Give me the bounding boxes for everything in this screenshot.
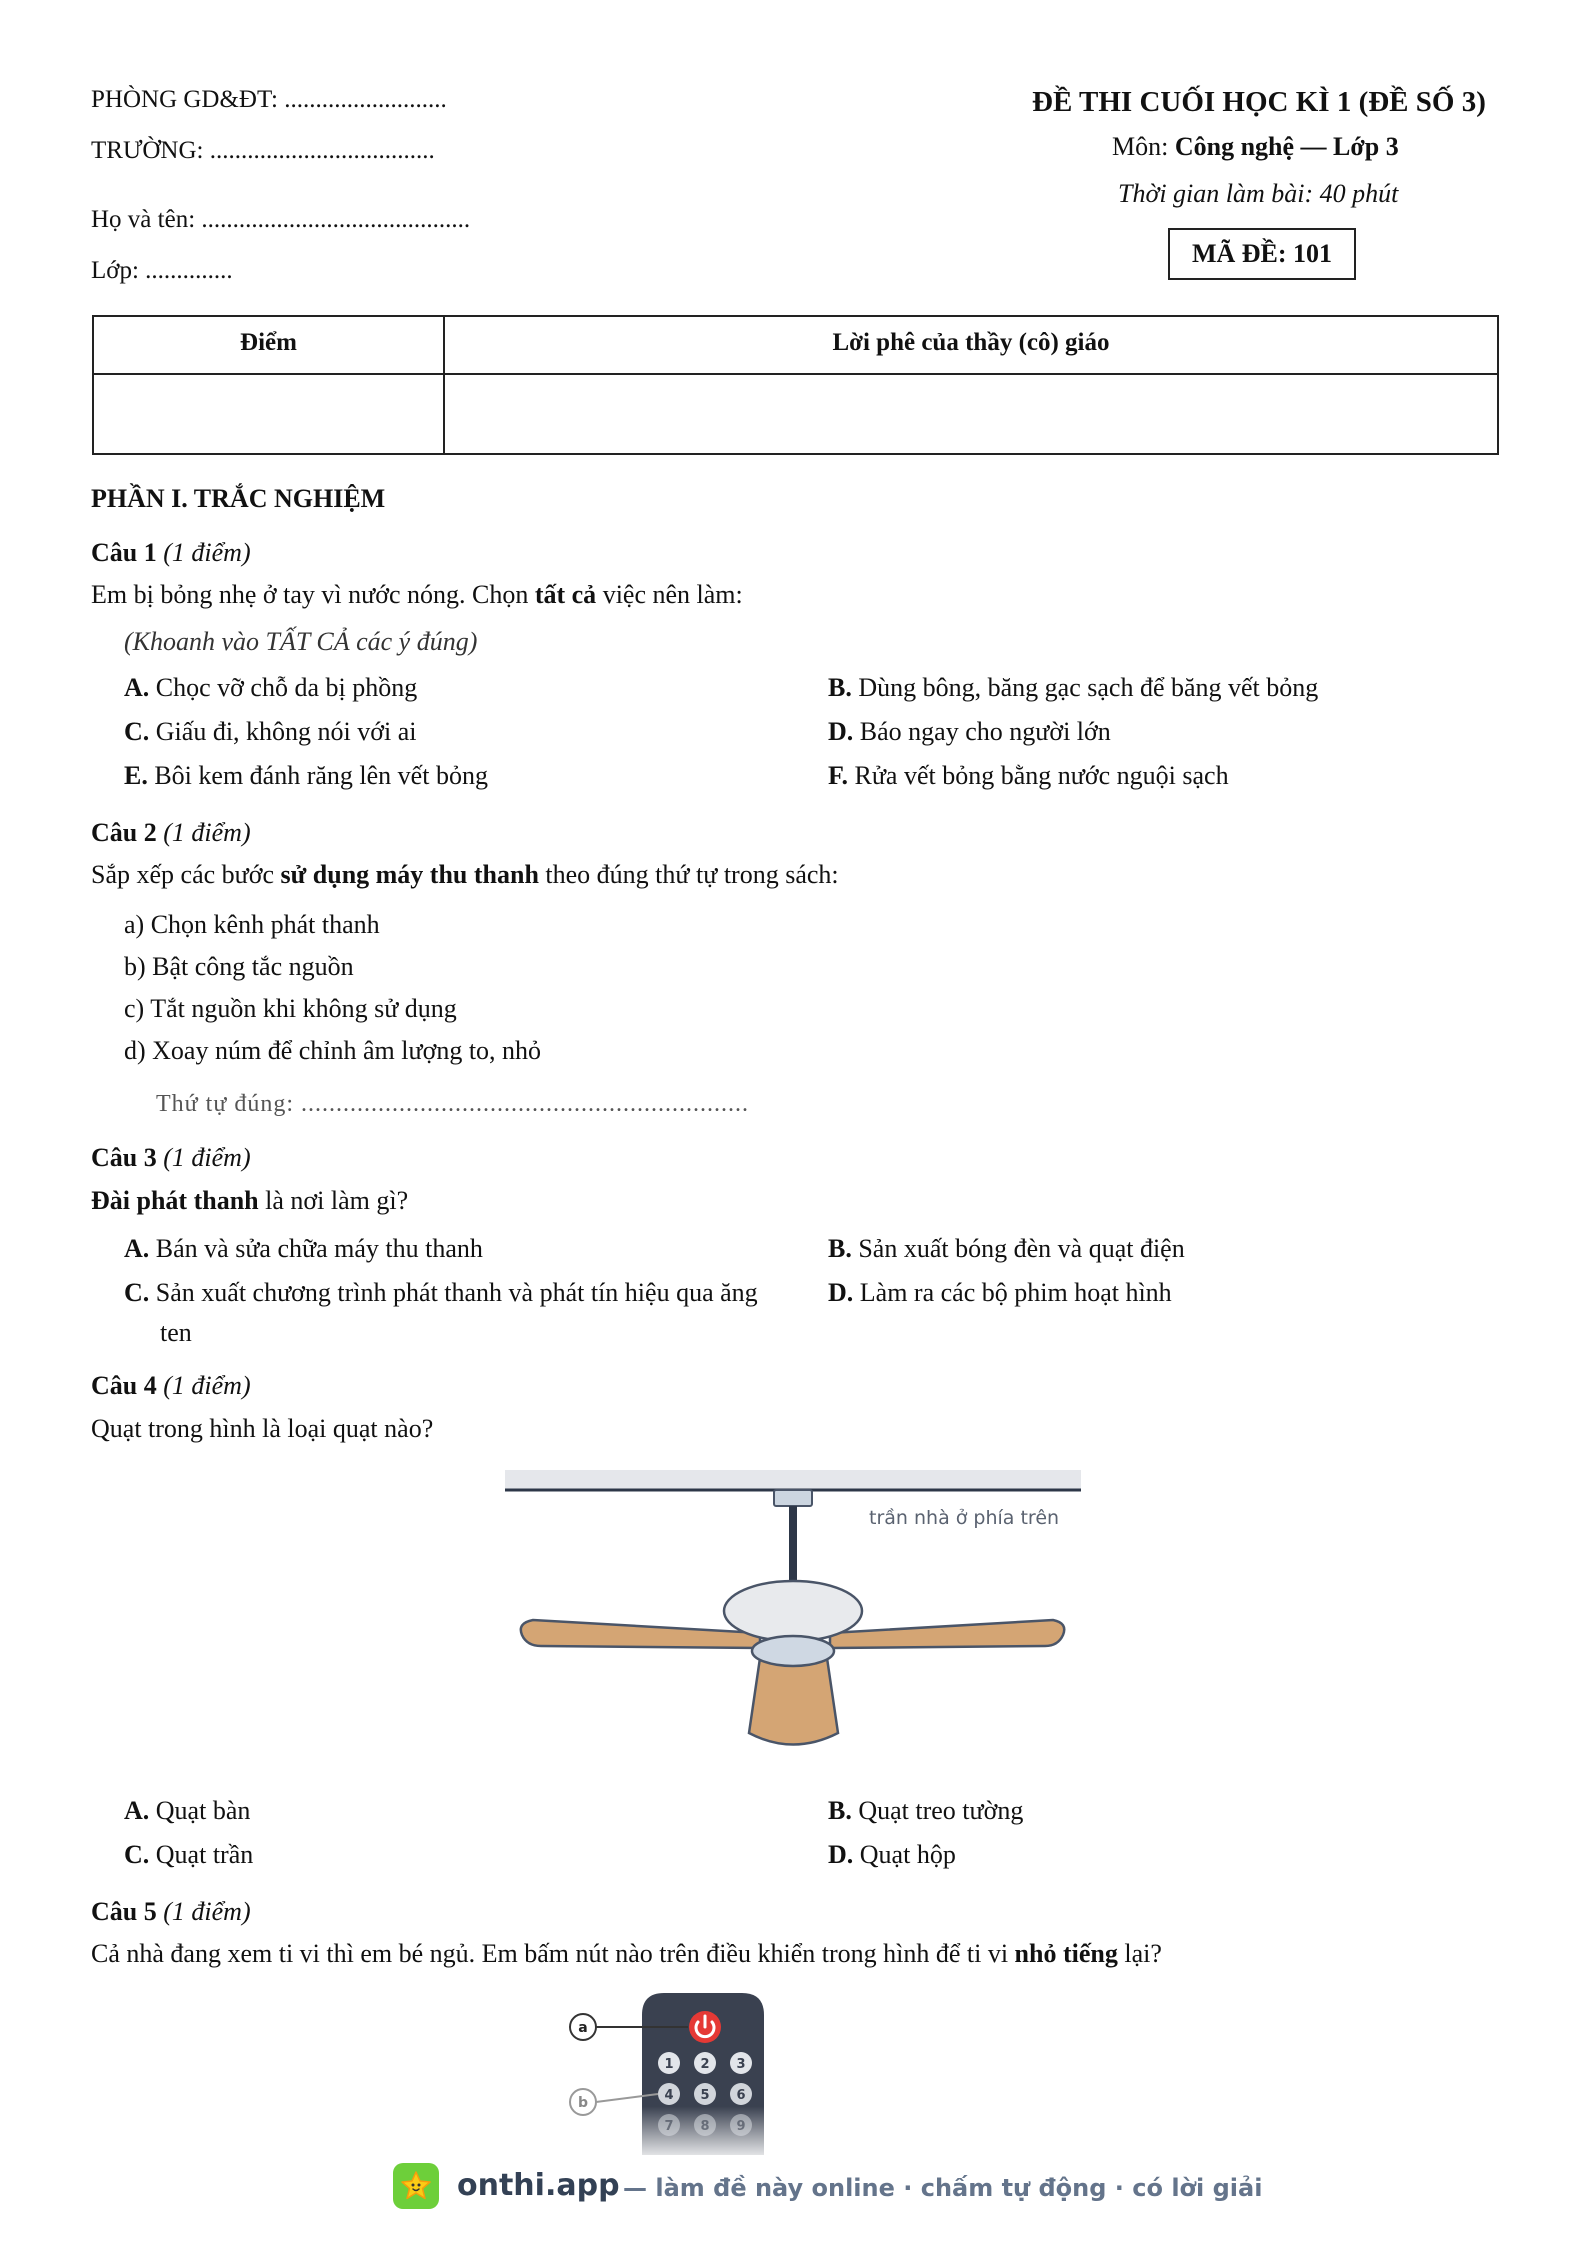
option-letter: B. xyxy=(828,673,852,702)
number-button-label: 4 xyxy=(664,2088,674,2103)
number-button-label: 1 xyxy=(664,2057,674,2072)
option-text: Làm ra các bộ phim hoạt hình xyxy=(859,1278,1172,1307)
student-name-line: Họ và tên: ........................................... xyxy=(91,206,471,233)
option-text: Dùng bông, băng gạc sạch để băng vết bỏng xyxy=(858,673,1319,702)
question-5-stem xyxy=(91,1938,1162,1971)
question-points: (1 điểm) xyxy=(163,1143,251,1172)
question-points: (1 điểm) xyxy=(163,1897,251,1926)
question-4-heading xyxy=(91,1370,251,1403)
question-points: (1 điểm) xyxy=(163,1371,251,1400)
stem-text: việc nên làm: xyxy=(596,580,743,609)
option-letter: D. xyxy=(828,717,854,746)
exam-title: ĐỀ THI CUỐI HỌC KÌ 1 (ĐỀ SỐ 3) xyxy=(1032,86,1486,118)
option-letter: D. xyxy=(828,1278,854,1307)
score-header: Điểm xyxy=(240,329,297,356)
ceiling-fan-illustration xyxy=(505,1468,1085,1758)
number-button-label: 8 xyxy=(700,2119,710,2134)
option-letter: A. xyxy=(124,1234,150,1263)
option-text: Rửa vết bỏng bằng nước nguội sạch xyxy=(854,761,1229,790)
q1-option-f[interactable] xyxy=(828,760,1229,793)
subject-name: Công nghệ — Lớp 3 xyxy=(1174,132,1399,161)
option-letter: A. xyxy=(124,673,150,702)
q1-option-c[interactable] xyxy=(124,716,417,749)
question-2-stem xyxy=(91,859,839,892)
option-text: Giấu đi, không nói với ai xyxy=(155,717,417,746)
q3-option-c-wrap: ten xyxy=(160,1318,192,1347)
number-button-label: 6 xyxy=(736,2088,746,2103)
school-line: TRƯỜNG: .................................... xyxy=(91,137,435,164)
q1-option-b[interactable] xyxy=(828,672,1318,705)
section-title: PHẦN I. TRẮC NGHIỆM xyxy=(91,484,386,513)
q2-step: c) Tắt nguồn khi không sử dụng xyxy=(124,994,457,1023)
question-label: Câu 5 xyxy=(91,1897,157,1926)
subject-line xyxy=(1112,131,1399,164)
option-text: Sản xuất chương trình phát thanh và phát tín hiệu qua ăng xyxy=(155,1278,758,1307)
q1-option-a[interactable] xyxy=(124,672,417,705)
question-5-heading xyxy=(91,1896,251,1929)
q3-option-b[interactable] xyxy=(828,1233,1185,1266)
option-letter: B. xyxy=(828,1234,852,1263)
class-line: Lớp: .............. xyxy=(91,257,233,284)
table-divider xyxy=(94,373,1497,375)
teacher-comment-header: Lời phê của thầy (cô) giáo xyxy=(832,329,1110,356)
q4-option-c[interactable] xyxy=(124,1839,253,1872)
stem-text: Cả nhà đang xem ti vi thì em bé ngủ. Em bấm nút nào trên điều khiển trong hình để ti vi xyxy=(91,1939,1015,1968)
question-3-stem xyxy=(91,1185,408,1218)
q2-step: d) Xoay núm để chỉnh âm lượng to, nhỏ xyxy=(124,1036,542,1065)
stem-emphasis: tất cả xyxy=(534,580,597,609)
number-button-label: 5 xyxy=(700,2088,710,2103)
callout-b-label: b xyxy=(577,2095,589,2111)
fan-hub xyxy=(752,1636,834,1666)
q2-step: b) Bật công tắc nguồn xyxy=(124,952,354,981)
stem-emphasis: sử dụng máy thu thanh xyxy=(280,860,539,889)
fan-mount xyxy=(774,1490,812,1506)
fan-blade xyxy=(521,1620,760,1648)
question-1-stem xyxy=(91,579,743,612)
question-3-heading xyxy=(91,1142,251,1175)
option-text: Quạt bàn xyxy=(155,1796,251,1825)
q1-option-d[interactable] xyxy=(828,716,1111,749)
option-letter: A. xyxy=(124,1796,150,1825)
number-button-label: 7 xyxy=(664,2119,674,2134)
stem-text: Em bị bỏng nhẹ ở tay vì nước nóng. Chọn xyxy=(91,580,535,609)
q2-answer-line[interactable]: Thứ tự đúng: ................................................................ xyxy=(156,1091,750,1117)
option-letter: C. xyxy=(124,1840,150,1869)
question-label: Câu 3 xyxy=(91,1143,157,1172)
option-letter: C. xyxy=(124,717,150,746)
ceiling-caption: trần nhà ở phía trên xyxy=(869,1507,1060,1529)
option-text: Bôi kem đánh răng lên vết bỏng xyxy=(154,761,488,790)
question-label: Câu 1 xyxy=(91,538,157,567)
question-label: Câu 2 xyxy=(91,818,157,847)
q4-option-d[interactable] xyxy=(828,1839,956,1872)
ceiling xyxy=(505,1470,1081,1490)
dept-line: PHÒNG GD&ĐT: .......................... xyxy=(91,86,447,113)
footer-tagline: — làm đề này online · chấm tự động · có lời giải xyxy=(623,2174,1263,2202)
fan-blade xyxy=(749,1658,838,1745)
q2-step: a) Chọn kênh phát thanh xyxy=(124,910,380,939)
option-text: Quạt treo tường xyxy=(858,1796,1024,1825)
stem-text: là nơi làm gì? xyxy=(258,1186,409,1215)
option-letter: B. xyxy=(828,1796,852,1825)
question-points: (1 điểm) xyxy=(163,538,251,567)
q3-option-a[interactable] xyxy=(124,1233,483,1266)
star-icon xyxy=(400,2170,432,2202)
remote-control-illustration xyxy=(560,1985,800,2155)
exam-code: MÃ ĐỀ: 101 xyxy=(1168,228,1356,280)
q4-option-a[interactable] xyxy=(124,1795,250,1828)
number-button-label: 9 xyxy=(736,2119,746,2134)
fan-rod xyxy=(789,1506,797,1588)
callout-a-label: a xyxy=(578,2020,588,2036)
stem-emphasis: Đài phát thanh xyxy=(91,1186,259,1215)
number-button-label: 3 xyxy=(736,2057,746,2072)
stem-text: Sắp xếp các bước xyxy=(91,860,281,889)
q3-option-d[interactable] xyxy=(828,1277,1172,1310)
brand-name[interactable]: onthi.app xyxy=(457,2168,620,2203)
question-2-heading xyxy=(91,817,251,850)
ceiling-fan-figure xyxy=(505,1468,1085,1758)
score-table xyxy=(92,315,1499,455)
q4-option-b[interactable] xyxy=(828,1795,1023,1828)
number-button-label: 2 xyxy=(700,2057,710,2072)
exam-time: Thời gian làm bài: 40 phút xyxy=(1118,179,1399,208)
option-letter: D. xyxy=(828,1840,854,1869)
option-text: Sản xuất bóng đèn và quạt điện xyxy=(858,1234,1185,1263)
fan-blade xyxy=(830,1620,1064,1648)
question-1-note: (Khoanh vào TẤT CẢ các ý đúng) xyxy=(124,627,478,656)
question-label: Câu 4 xyxy=(91,1371,157,1400)
subject-prefix: Môn: xyxy=(1112,132,1175,161)
option-text: Báo ngay cho người lớn xyxy=(859,717,1111,746)
onthi-logo xyxy=(393,2163,439,2209)
fan-motor xyxy=(724,1581,862,1641)
remote-control-figure xyxy=(560,1985,800,2155)
option-text: Quạt trần xyxy=(155,1840,254,1869)
option-text: Chọc vỡ chỗ da bị phồng xyxy=(155,673,418,702)
option-letter: E. xyxy=(124,761,148,790)
option-letter: C. xyxy=(124,1278,150,1307)
option-text: Quạt hộp xyxy=(859,1840,956,1869)
question-points: (1 điểm) xyxy=(163,818,251,847)
option-letter: F. xyxy=(828,761,848,790)
option-text: Bán và sửa chữa máy thu thanh xyxy=(155,1234,483,1263)
question-1-heading xyxy=(91,537,251,570)
stem-text: theo đúng thứ tự trong sách: xyxy=(538,860,839,889)
q1-option-e[interactable] xyxy=(124,760,488,793)
question-4-stem: Quạt trong hình là loại quạt nào? xyxy=(91,1414,434,1443)
stem-text: lại? xyxy=(1117,1939,1162,1968)
q3-option-c[interactable] xyxy=(124,1277,758,1310)
stem-emphasis: nhỏ tiếng xyxy=(1014,1939,1118,1968)
